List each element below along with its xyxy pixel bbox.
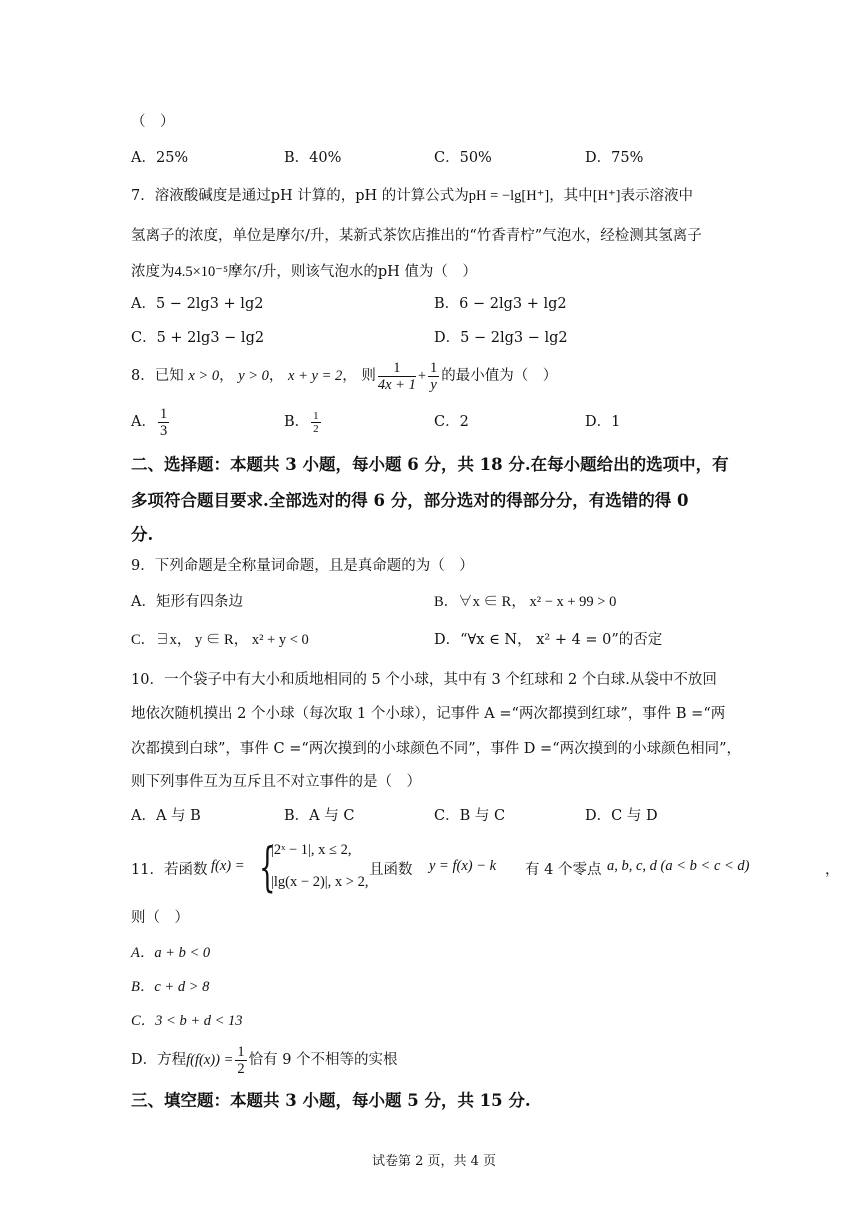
concentration: 4.5×10⁻⁵	[174, 264, 229, 280]
q7-option-a: A．5 − 2lg3 + lg2	[131, 296, 264, 312]
fraction-1-over-y: $\frac{1}{y}$	[430, 359, 438, 393]
q10-line-1: 10．一个袋子中有大小和质地相同的 5 个小球，其中有 3 个红球和 2 个白球.从袋中不放回	[131, 672, 717, 688]
section-2-heading-line-2: 多项符合题目要求.全部选对的得 6 分，部分选对的得部分分，有选错的得 0	[131, 491, 689, 510]
function-y: y = f(x) − k	[429, 858, 497, 874]
section-3-heading: 三、填空题：本题共 3 小题，每小题 5 分，共 15 分.	[131, 1091, 531, 1110]
q9-option-d: D．“∀x ∈ N， x² + 4 = 0”的否定	[434, 632, 663, 648]
q11-option-b: B．c + d > 8	[131, 979, 210, 995]
q9-option-c: C．∃x， y ∈ R， x² + y < 0	[131, 632, 309, 648]
q9-stem: 9．下列命题是全称量词命题，且是真命题的为（ ）	[131, 558, 474, 574]
q10-option-d: D．C 与 D	[585, 808, 658, 824]
q7-line-3: 浓度为4.5×10⁻⁵摩尔/升，则该气泡水的pH 值为（ ）	[131, 264, 477, 280]
function-f: f(x) =	[211, 858, 245, 874]
piecewise-brace: {	[259, 838, 276, 898]
zeros: a, b, c, d (a < b < c < d)	[607, 858, 750, 874]
q10-line-4: 则下列事件互为互斥且不对立事件的是（ ）	[131, 774, 421, 790]
q7-line-2: 氢离子的浓度，单位是摩尔/升，某新式茶饮店推出的“竹香青柠”气泡水，经检测其氢离子	[131, 228, 702, 244]
q11-option-a: A．a + b < 0	[131, 945, 211, 961]
q6-option-c: C．50%	[434, 150, 492, 166]
q8-option-c: C．2	[434, 414, 469, 430]
q8-option-d: D．1	[585, 414, 621, 430]
q8-option-a: A． $\frac{1}{3}$	[131, 405, 168, 439]
q8-stem: 8．已知 x > 0， y > 0， x + y = 2， 则 $\frac{1}{4x + 1}$ + $\frac{1}{y}$ 的最小值为（ ）	[131, 359, 558, 393]
piecewise-case-1: |2ˣ − 1|, x ≤ 2,	[271, 842, 352, 858]
q10-line-2: 地依次随机摸出 2 个小球（每次取 1 个小球），记事件 A =“两次都摸到红球”，事件 B =“两	[131, 706, 726, 722]
q10-line-3: 次都摸到白球”，事件 C =“两次摸到的小球颜色不同”，事件 D =“两次摸到的小球颜色相同”，	[131, 741, 742, 757]
q10-option-b: B．A 与 C	[284, 808, 355, 824]
q11-then: 则（ ）	[131, 910, 189, 926]
q7-option-c: C．5 + 2lg3 − lg2	[131, 330, 265, 346]
q7-line-1: 7．溶液酸碱度是通过pH 计算的，pH 的计算公式为pH = −lg[H⁺]，其中[H⁺]表示溶液中	[131, 188, 693, 204]
q10-option-a: A．A 与 B	[131, 808, 201, 824]
q6-option-b: B．40%	[284, 150, 342, 166]
q11-option-d: D．方程f(f(x)) = $\frac{1}{2}$ 恰有 9 个不相等的实根	[131, 1043, 398, 1077]
q9-option-a: A．矩形有四条边	[131, 594, 243, 610]
question-answer-paren: （ ）	[131, 114, 175, 130]
q9-option-b: B．∀x ∈ R， x² − x + 99 > 0	[434, 594, 617, 610]
q6-option-d: D．75%	[585, 150, 644, 166]
piecewise-case-2: |lg(x − 2)|, x > 2,	[271, 874, 369, 890]
q10-option-c: C．B 与 C	[434, 808, 506, 824]
section-2-heading-line-1: 二、选择题：本题共 3 小题，每小题 6 分，共 18 分.在每小题给出的选项中，有	[131, 455, 729, 474]
q6-option-a: A．25%	[131, 150, 189, 166]
ph-formula: pH = −lg[H⁺]	[468, 188, 550, 204]
q8-option-b: B． $\frac{1}{2}$	[284, 409, 319, 435]
q11-option-c: C．3 < b + d < 13	[131, 1013, 243, 1029]
page-footer: 试卷第 2 页，共 4 页	[371, 1154, 497, 1169]
q7-option-b: B．6 − 2lg3 + lg2	[434, 296, 567, 312]
q7-option-d: D．5 − 2lg3 − lg2	[434, 330, 568, 346]
h-ion: [H⁺]	[592, 188, 621, 204]
section-2-heading-line-3: 分.	[131, 525, 154, 544]
fraction-1-over-4x-plus-1: $\frac{1}{4x + 1}$	[377, 359, 416, 393]
